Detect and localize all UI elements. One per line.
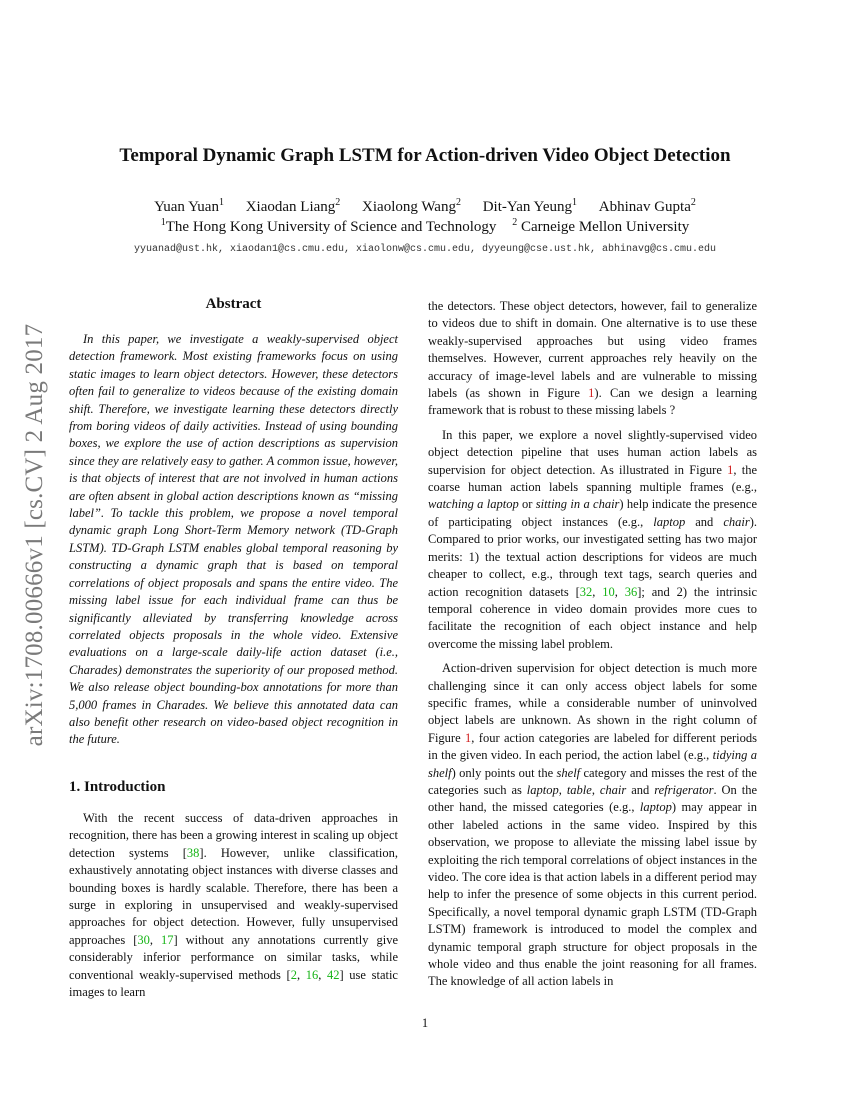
author-name: Yuan Yuan (154, 199, 219, 215)
citation-link[interactable]: 17 (160, 932, 174, 947)
author-name: Xiaolong Wang (362, 199, 456, 215)
citation-link[interactable]: 32 (579, 584, 593, 599)
author (483, 199, 577, 215)
citation-link[interactable]: 2 (290, 967, 297, 982)
author-name: Dit-Yan Yeung (482, 199, 573, 215)
author-affiliation-mark: 1 (218, 197, 224, 208)
intro-paragraph-continued: the detectors. These object detectors, however, fail to generalize to videos due to shift in domain. One alternative is to use these weakly-supervised approaches but using video frames themselves. However, current approaches rely heavily on the accuracy of image-level labels and are vulnerable to missing labels (as shown in Figure 1). Can we design a learning framework that is robust to these missing labels ? (428, 299, 757, 418)
affiliation-mark: 2 (512, 217, 518, 228)
figure-reference-link[interactable]: 1 (727, 462, 734, 477)
abstract-heading: Abstract (205, 296, 262, 312)
affiliation-name: The Hong Kong University of Science and Technology (165, 219, 497, 235)
author-affiliation-mark: 2 (455, 197, 461, 208)
author-name: Xiaodan Liang (245, 199, 336, 215)
author-list (0, 199, 850, 216)
arxiv-stamp-text: arXiv:1708.00666v1 [cs.CV] 2 Aug 2017 (21, 323, 48, 747)
author (362, 199, 461, 215)
affiliation-mark: 1 (160, 217, 166, 228)
author-affiliation-mark: 2 (335, 197, 341, 208)
citation-link[interactable]: 30 (137, 932, 150, 947)
citation-link[interactable]: 16 (305, 967, 319, 982)
affiliations (0, 219, 850, 236)
paper-title: Temporal Dynamic Graph LSTM for Action-driven Video Object Detection (119, 145, 731, 166)
figure-reference-link[interactable]: 1 (588, 386, 595, 401)
section-heading-introduction: 1. Introduction (69, 779, 166, 795)
abstract-text: In this paper, we investigate a weakly-supervised object detection framework. Most existing frameworks focus on using static images to learn object detectors. However, these detectors often fail to generalize to videos because of the existing domain shift. Therefore, we investigate learning these detectors directly from boring videos of daily activities. Instead of using bounding boxes, we explore the use of action descriptions as supervision since they are relatively easy to gather. A common issue, however, is that objects of interest that are not involved in human actions are often absent in global action descriptions known as “missing label”. To tackle this problem, we propose a novel temporal dynamic graph Long Short-Term Memory network (TD-Graph LSTM). TD-Graph LSTM enables global temporal reasoning by constructing a dynamic graph that is based on temporal correlations of object proposals and spans the entire video. The missing label issue for each individual frame can thus be significantly alleviated by transferring knowledge across correlated objects proposals in the whole video. Extensive evaluations on a large-scale daily-life action dataset (i.e., Charades) demonstrates the superiority of our proposed method. We also release object bounding-box annotations for more than 5,000 frames in Charades. We believe this annotated data can also benefit other research on video-based object recognition in the future. (69, 332, 398, 747)
author-name: Abhinav Gupta (598, 199, 691, 215)
affiliation-name: Carneige Mellon University (517, 219, 690, 235)
arxiv-stamp (20, 290, 50, 780)
citation-link[interactable]: 10 (602, 584, 615, 599)
author-affiliation-mark: 1 (572, 197, 578, 208)
intro-paragraph-2: In this paper, we explore a novel slightly-supervised video object detection pipeline that uses human action labels as supervision for object detection. As illustrated in Figure 1, the coarse human action labels spanning multiple frames (e.g., watching a laptop or sitting in a chair) help indicate the presence of participating object instances (e.g., laptop and chair). Compared to prior works, our investigated setting has two major merits: 1) the textual action descriptions for videos are much cheaper to collect, e.g., through text tags, search queries and action recognition datasets [32, 10, 36]; and 2) the intrinsic temporal coherence in video domain provides more cues to facilitate the recognition of each object instance and help overcome the missing label problem. (428, 427, 758, 651)
page-number: 1 (421, 1016, 429, 1030)
right-column (428, 298, 757, 998)
affiliation (161, 219, 497, 235)
citation-link[interactable]: 36 (624, 584, 638, 599)
author (599, 199, 696, 215)
author (246, 199, 341, 215)
affiliation (512, 219, 689, 235)
citation-link[interactable]: 42 (327, 967, 340, 982)
figure-reference-link[interactable]: 1 (465, 730, 472, 745)
intro-paragraph-1: With the recent success of data-driven approaches in recognition, there has been a growing interest in scaling up object detection systems [38]. However, unlike classification, exhaustively annotating object instances with diverse classes and bounding boxes is hardly scalable. Therefore, there has been a surge in exploring in unsupervised and weakly-supervised approaches for object detection. However, fully unsupervised approaches [30, 17] without any annotations currently give considerably inferior performance on similar tasks, while conventional weakly-supervised methods [2, 16, 42] use static images to learn (69, 811, 398, 1000)
citation-link[interactable]: 38 (186, 845, 200, 860)
intro-paragraph-3: Action-driven supervision for object detection is much more challenging since it can only access object labels for some specific frames, while a considerable number of uninvolved object labels are unknown. As shown in the right column of Figure 1, four action categories are labeled for different periods in the given video. In each period, the action label (e.g., tidying a shelf) only points out the shelf category and misses the rest of the categories such as laptop, table, chair and refrigerator. On the other hand, the missed categories (e.g., laptop) may appear in other labeled actions in the same video. Inspired by this observation, we propose to alleviate the missing label issue by exploiting the rich temporal correlations of object instances in the video. The core idea is that action labels in a different period may help to infer the presence of some objects in this current period. Specifically, a novel temporal dynamic graph LSTM (TD-Graph LSTM) framework is introduced to model the complex and dynamic temporal graph structure for object proposals in the whole video and thus enable the joint reasoning for all frames. The knowledge of all action labels in (428, 661, 758, 989)
author-emails: yyuanad@ust.hk, xiaodan1@cs.cmu.edu, xiaolonw@cs.cmu.edu, dyyeung@cse.ust.hk, abhinavg@cs.cmu.edu (133, 244, 717, 255)
author-affiliation-mark: 2 (690, 197, 696, 208)
author (154, 199, 224, 215)
